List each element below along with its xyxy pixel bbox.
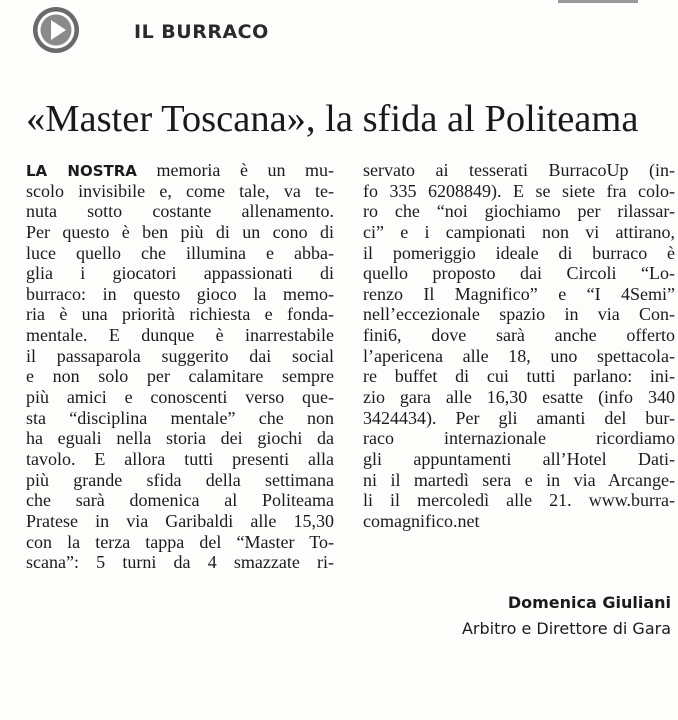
article-line: Per questo è ben più di un cono di <box>26 221 334 242</box>
article-line: sta “disciplina mentale” che non <box>26 407 334 428</box>
article-line: 3424434). Per gli amanti del bur- <box>363 407 675 428</box>
article-line: li il mercoledì alle 21. www.burra- <box>363 490 675 511</box>
article-line: ria è una priorità richiesta e fonda- <box>26 304 334 325</box>
article-column-left <box>26 160 334 573</box>
article-line: glia i giocatori appassionati di <box>26 263 334 284</box>
article-line: più amici e conoscenti verso que- <box>26 387 334 408</box>
article-line: tavolo. E allora tutti presenti alla <box>26 448 334 469</box>
article-line: mentale. E dunque è inarrestabile <box>26 325 334 346</box>
byline-author: Domenica Giuliani <box>507 593 671 612</box>
article-line: raco internazionale ricordiamo <box>363 428 675 449</box>
article-line: ro che “noi giochiamo per rilassar- <box>363 201 675 222</box>
article-line: comagnifico.net <box>363 510 480 531</box>
article-line: LA NOSTRA memoria è un mu- <box>26 160 334 180</box>
article-line: servato ai tesserati BurracoUp (in- <box>363 160 675 180</box>
article-line: nuta sotto costante allenamento. <box>26 201 334 222</box>
article-line: il pomeriggio ideale di burraco è <box>363 242 675 263</box>
article-line: quello proposto dai Circoli “Lo- <box>363 263 675 284</box>
section-rubric: IL BURRACO <box>134 21 269 43</box>
article-line: burraco: in questo gioco la memo- <box>26 283 334 304</box>
article-line: re buffet di cui tutti parlano: ini- <box>363 366 675 387</box>
article-line: ha eguali nella storia dei giochi da <box>26 428 334 449</box>
article-line: renzo Il Magnifico” e “I 4Semi” <box>363 283 675 304</box>
article-line: luce quello che illumina e abba- <box>26 242 334 263</box>
clipping-edge <box>558 0 638 3</box>
article-column-right <box>363 160 675 532</box>
article-line: ci” e i campionati non vi attirano, <box>363 221 675 242</box>
article-line: il passaparola suggerito dai social <box>26 345 334 366</box>
article-line: scolo invisibile e, come tale, va te- <box>26 180 334 201</box>
article-line: ni il martedì sera e in via Arcange- <box>363 469 675 490</box>
article-headline: «Master Toscana», la sfida al Politeama <box>26 98 639 140</box>
byline-role: Arbitro e Direttore di Gara <box>461 619 671 638</box>
article-line: fini6, dove sarà anche offerto <box>363 325 675 346</box>
play-icon <box>31 5 81 55</box>
article-line: e non solo per calamitare sempre <box>26 366 334 387</box>
article-line: fo 335 6208849). E se siete fra colo- <box>363 180 675 201</box>
article-line: che sarà domenica al Politeama <box>26 490 334 511</box>
article-line: più grande sfida della settimana <box>26 469 334 490</box>
article-line: nell’eccezionale spazio in via Con- <box>363 304 675 325</box>
article-line: zio gara alle 16,30 esatte (info 340 <box>363 387 675 408</box>
article-line: l’apericena alle 18, uno spettacola- <box>363 345 675 366</box>
lead-word: LA NOSTRA <box>26 162 137 180</box>
article-line: gli appuntamenti all’Hotel Dati- <box>363 448 675 469</box>
article-line: Pratese in via Garibaldi alle 15,30 <box>26 510 334 531</box>
article-line: scana”: 5 turni da 4 smazzate ri- <box>26 552 334 573</box>
article-line: con la terza tappa del “Master To- <box>26 531 334 552</box>
